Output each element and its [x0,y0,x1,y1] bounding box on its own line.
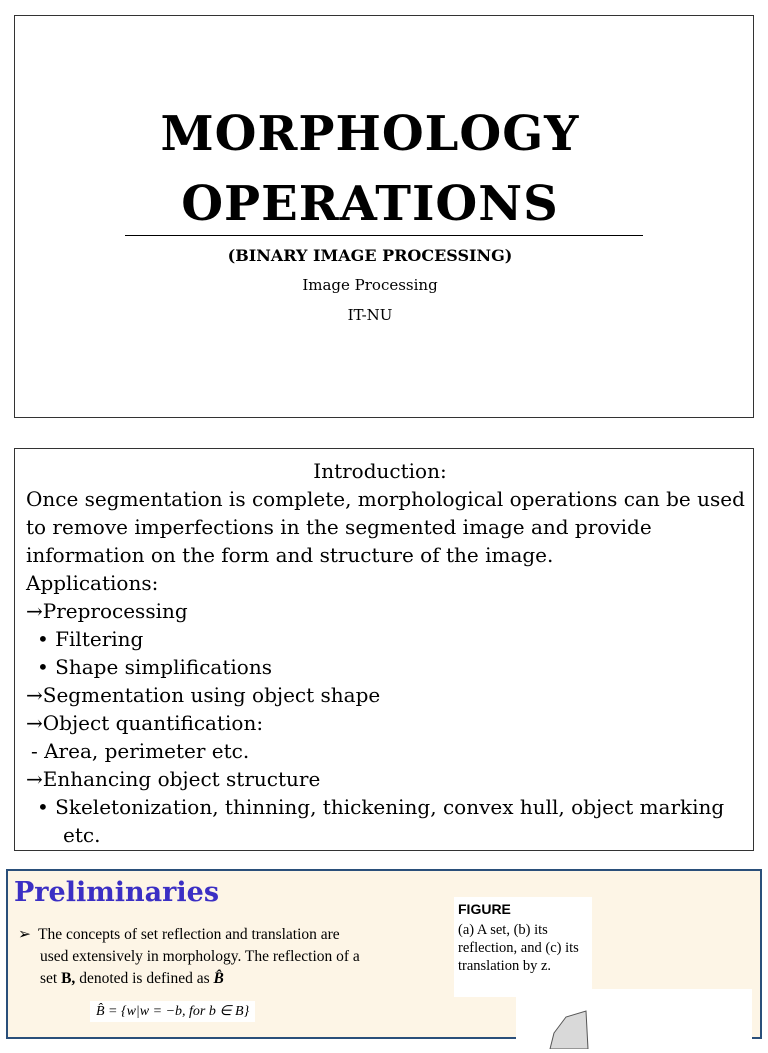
introduction-body [26,485,746,849]
applications-heading: Applications: [26,571,159,595]
list-item-enhancing-structure: →Enhancing object structure [26,767,321,791]
preliminaries-title: Preliminaries [14,877,220,908]
set-shape-icon [516,989,752,1049]
sub-item-filtering: • Filtering [37,627,144,651]
bullet-arrow-icon: ➢ [18,926,31,943]
paragraph-text: denoted is defined as [75,970,214,987]
paragraph-text: set [40,970,62,987]
figure-label: FIGURE [458,901,511,917]
preliminaries-paragraph [18,924,448,990]
set-figure-image [516,989,752,1049]
paragraph-line: used extensively in morphology. The reflection of a [40,948,360,965]
course-name: Image Processing [302,276,438,294]
slide-title-line1: MORPHOLOGY [160,106,580,162]
figure-caption: (a) A set, (b) its reflection, and (c) its translation by z. [458,922,579,974]
sub-item-shape-simplifications: • Shape simplifications [37,655,272,679]
introduction-slide [14,448,754,851]
body-line: information on the form and structure of the image. [26,543,554,567]
slide-subtitle: (BINARY IMAGE PROCESSING) [227,246,513,265]
figure-caption-box [454,897,592,997]
title-slide [14,15,754,418]
sub-item-area-perimeter: - Area, perimeter etc. [31,739,250,763]
body-line: to remove imperfections in the segmented image and provide [26,515,652,539]
list-item-preprocessing: →Preprocessing [26,599,188,623]
paragraph-line: The concepts of set reflection and translation are [38,926,340,943]
introduction-heading: Introduction: [313,459,447,483]
reflection-symbol: B̂ [213,970,224,987]
list-item-segmentation: →Segmentation using object shape [26,683,381,707]
body-line: Once segmentation is complete, morphological operations can be used [26,487,745,511]
reflection-formula: B̂ = {w|w = −b, for b ∈ B} [90,1001,255,1022]
list-item-object-quantification: →Object quantification: [26,711,264,735]
set-b-label: B, [61,970,76,987]
sub-item-continuation: etc. [63,823,101,847]
sub-item-skeletonization: • Skeletonization, thinning, thickening, convex hull, object marking [37,795,725,819]
preliminaries-slide [6,869,762,1039]
department-name: IT-NU [347,306,393,324]
title-divider [125,235,643,236]
slide-title-line2: OPERATIONS [181,176,559,232]
